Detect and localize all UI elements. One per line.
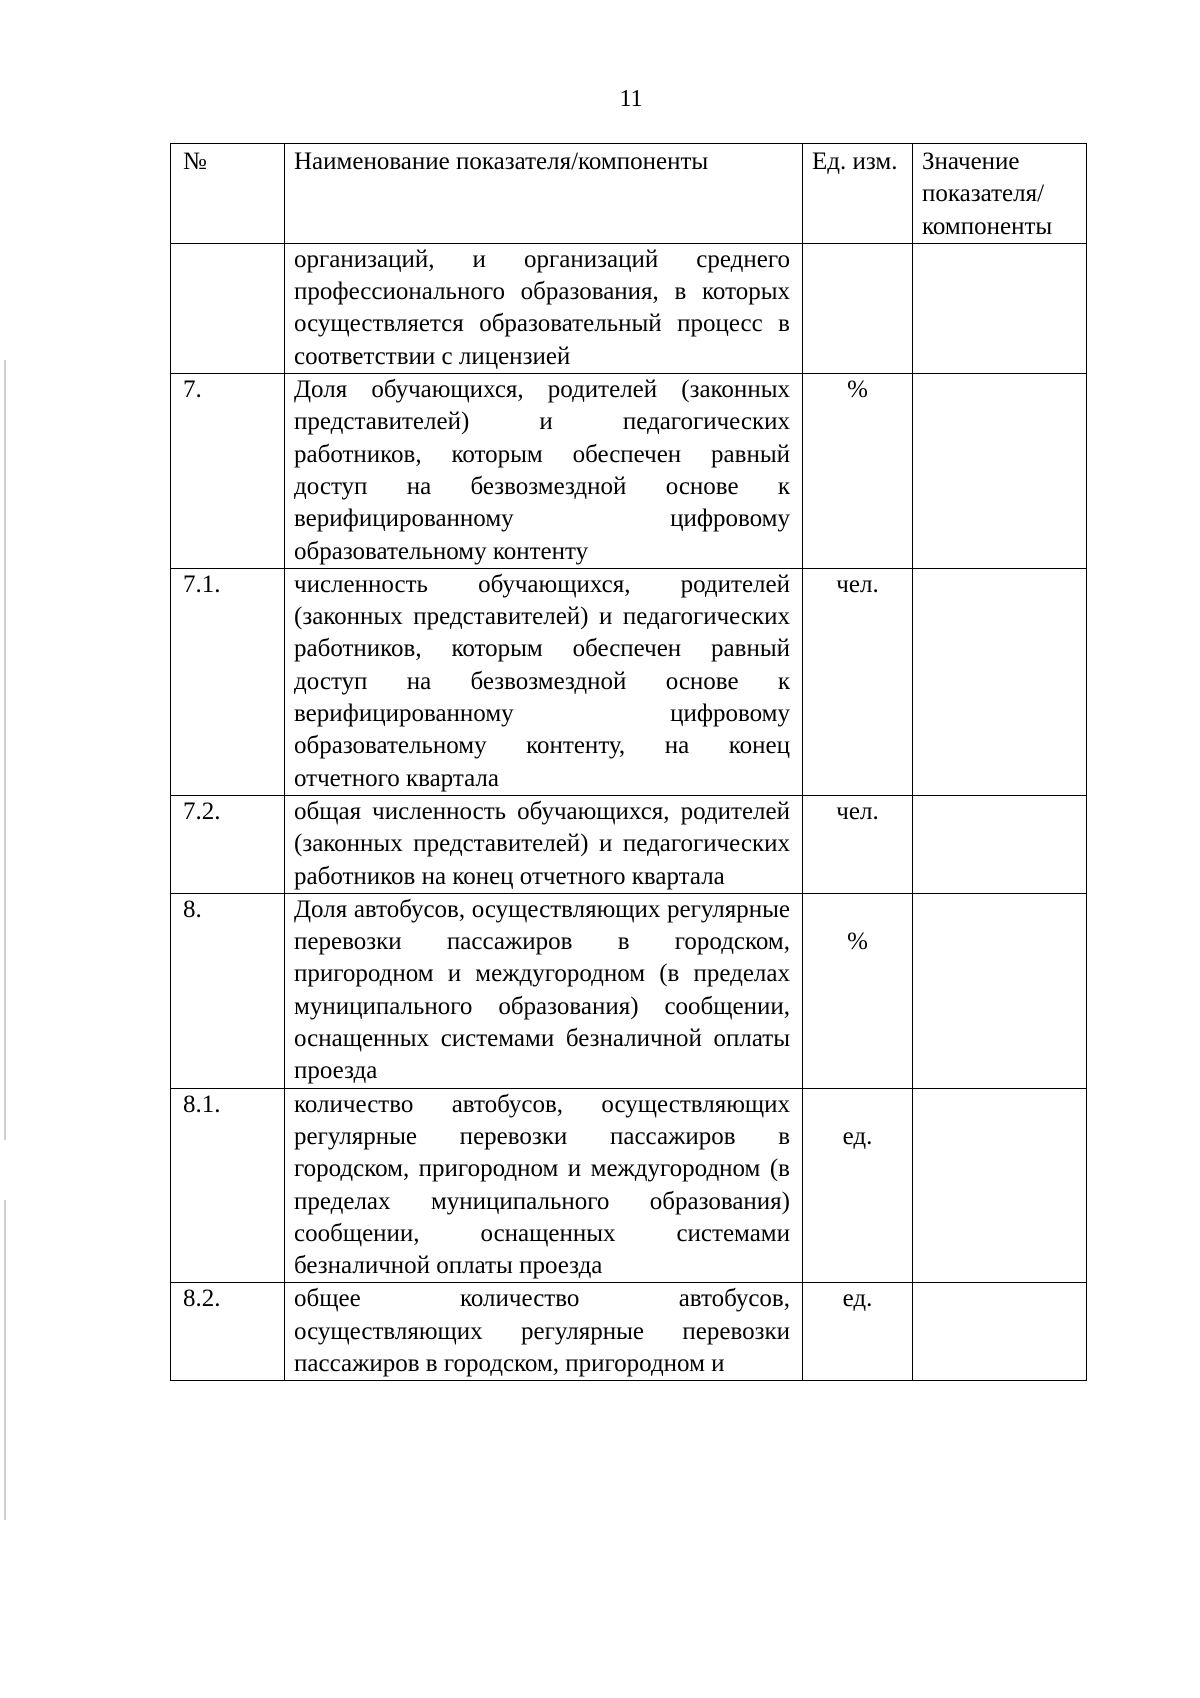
row-num: 7.: [171, 374, 285, 569]
row-value: [913, 893, 1087, 1088]
row-unit: %: [803, 374, 913, 569]
table-header-row: [171, 144, 1087, 244]
row-name: общее количество автобусов, осуществляющих регулярные перевозки пассажиров в городском, пригородном и: [285, 1283, 803, 1381]
page-number: 11: [619, 86, 643, 112]
row-name: численность обучающихся, родителей (законных представителей) и педагогических работников, которым обеспечен равный доступ на безвозмездной основе к верифицированному цифровому образовательному контенту, на конец отчетного квартала: [285, 568, 803, 795]
table-row: [171, 374, 1087, 569]
row-num: [171, 243, 285, 373]
table-row: [171, 243, 1087, 373]
row-name: Доля автобусов, осуществляющих регулярные перевозки пассажиров в городском, пригородном и междугородном (в пределах муниципального образования) сообщении, оснащенных системами безналичной оплаты проезда: [285, 893, 803, 1088]
row-unit: ед.: [803, 1283, 913, 1381]
row-num: 7.1.: [171, 568, 285, 795]
table-row: [171, 1088, 1087, 1283]
table-row: [171, 795, 1087, 893]
row-value: [913, 374, 1087, 569]
row-value: [913, 568, 1087, 795]
row-unit: чел.: [803, 795, 913, 893]
row-name: общая численность обучающихся, родителей (законных представителей) и педагогических работников на конец отчетного квартала: [285, 795, 803, 893]
table-row: [171, 1283, 1087, 1381]
indicator-table: [170, 143, 1087, 1381]
scan-margin-mark: [4, 1200, 6, 1520]
row-unit: ед.: [803, 1088, 913, 1283]
header-value: Значение показателя/ компоненты: [913, 144, 1087, 244]
row-name: организаций, и организаций среднего профессионального образования, в которых осуществляется образовательный процесс в соответствии с лицензией: [285, 243, 803, 373]
row-value: [913, 1283, 1087, 1381]
row-num: 8.2.: [171, 1283, 285, 1381]
table-row: [171, 893, 1087, 1088]
row-name: Доля обучающихся, родителей (законных представителей) и педагогических работников, которым обеспечен равный доступ на безвозмездной основе к верифицированному цифровому образовательному контенту: [285, 374, 803, 569]
row-num: 7.2.: [171, 795, 285, 893]
row-num: 8.: [171, 893, 285, 1088]
scan-margin-mark: [4, 360, 6, 1140]
row-value: [913, 795, 1087, 893]
header-name: Наименование показателя/компоненты: [285, 144, 803, 244]
row-num: 8.1.: [171, 1088, 285, 1283]
row-value: [913, 1088, 1087, 1283]
row-unit: %: [803, 893, 913, 1088]
table-row: [171, 568, 1087, 795]
header-unit: Ед. изм.: [803, 144, 913, 244]
row-name: количество автобусов, осуществляющих регулярные перевозки пассажиров в городском, пригородном и междугородном (в пределах муниципального образования) сообщении, оснащенных системами безналичной оплаты проезда: [285, 1088, 803, 1283]
row-value: [913, 243, 1087, 373]
header-num: №: [171, 144, 285, 244]
row-unit: [803, 243, 913, 373]
row-unit: чел.: [803, 568, 913, 795]
